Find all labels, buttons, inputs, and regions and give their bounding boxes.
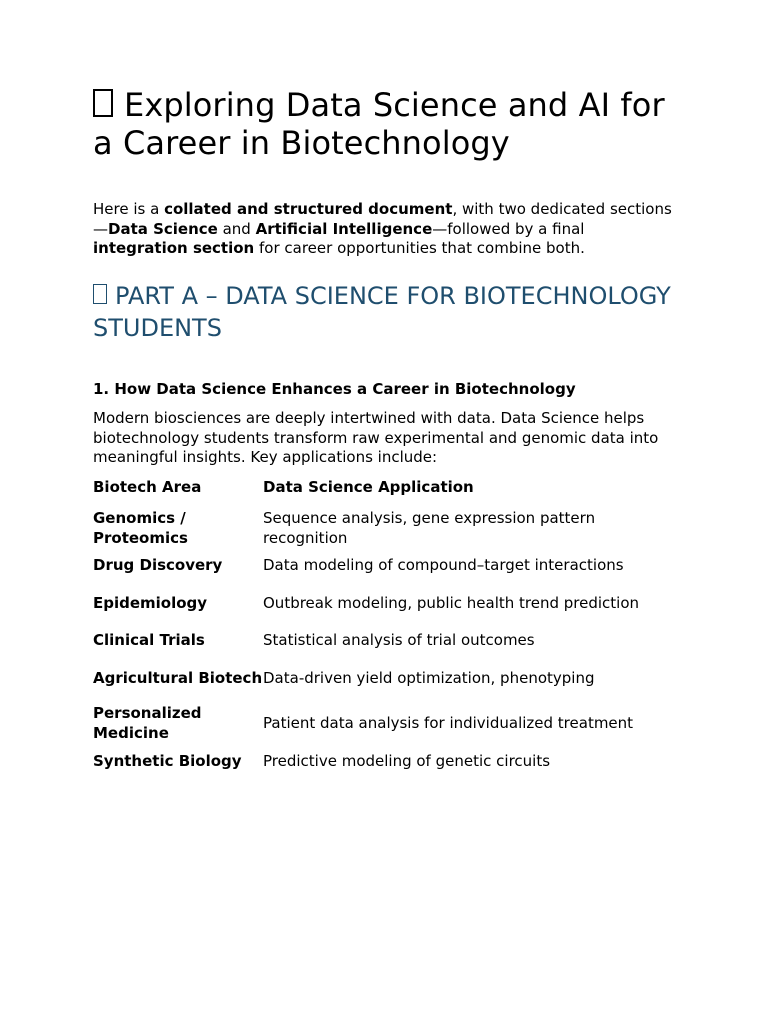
section-1-heading: 1. How Data Science Enhances a Career in Biotechnology: [93, 380, 576, 398]
document-title: [93, 86, 673, 162]
table-header-row: [93, 476, 673, 506]
table-cell-area: Drug Discovery: [93, 556, 223, 575]
intro-paragraph: [93, 200, 673, 259]
table-cell-application: Sequence analysis, gene expression pattern recognition: [263, 509, 596, 547]
table-row: [93, 506, 673, 551]
intro-text-3: and: [217, 219, 256, 238]
section-1-body: Modern biosciences are deeply intertwined with data. Data Science helps biotechnology students transform raw experimental and genomic data into meaningful insights. Key applications include:: [93, 409, 659, 467]
table-cell-area: Genomics / Proteomics: [93, 509, 188, 547]
table-cell-application: Statistical analysis of trial outcomes: [263, 631, 535, 650]
missing-glyph-icon: [93, 89, 113, 117]
table-row: [93, 626, 673, 656]
table-header-area: Biotech Area: [93, 478, 202, 497]
intro-text-1: Here is a: [93, 200, 165, 218]
intro-bold-3: Artificial Intelligence: [255, 219, 433, 238]
table-cell-application: Predictive modeling of genetic circuits: [263, 751, 551, 770]
intro-text-2: , with two dedicated sections—: [93, 200, 672, 238]
intro-bold-2: Data Science: [108, 219, 218, 238]
part-a-heading: [93, 280, 673, 344]
intro-text-5: for career opportunities that combine both.: [254, 239, 585, 258]
table-cell-application: Outbreak modeling, public health trend prediction: [263, 593, 640, 612]
table-row: [93, 701, 673, 746]
table-row: [93, 656, 673, 701]
table-cell-application: Data-driven yield optimization, phenotyping: [263, 668, 595, 687]
table-cell-area: Epidemiology: [93, 593, 208, 612]
table-row: [93, 551, 673, 581]
intro-bold-4: integration section: [93, 239, 255, 258]
missing-glyph-icon: [93, 284, 107, 304]
table-row: [93, 746, 673, 776]
table-header-application: Data Science Application: [263, 478, 474, 497]
intro-bold-1: collated and structured document: [164, 200, 453, 218]
biotech-applications-table: [93, 476, 673, 776]
table-cell-area: Clinical Trials: [93, 631, 205, 650]
table-row: [93, 581, 673, 626]
part-a-heading-text: PART A – DATA SCIENCE FOR BIOTECHNOLOGY STUDENTS: [93, 282, 671, 342]
document-title-text: Exploring Data Science and AI for a Career in Biotechnology: [93, 86, 665, 162]
table-cell-area: Synthetic Biology: [93, 751, 242, 770]
table-cell-application: Patient data analysis for individualized treatment: [263, 713, 634, 732]
table-cell-area: Agricultural Biotech: [93, 668, 263, 687]
intro-text-4: —followed by a final: [432, 219, 585, 238]
table-cell-area: Personalized Medicine: [93, 704, 202, 742]
table-cell-application: Data modeling of compound–target interactions: [263, 556, 624, 575]
